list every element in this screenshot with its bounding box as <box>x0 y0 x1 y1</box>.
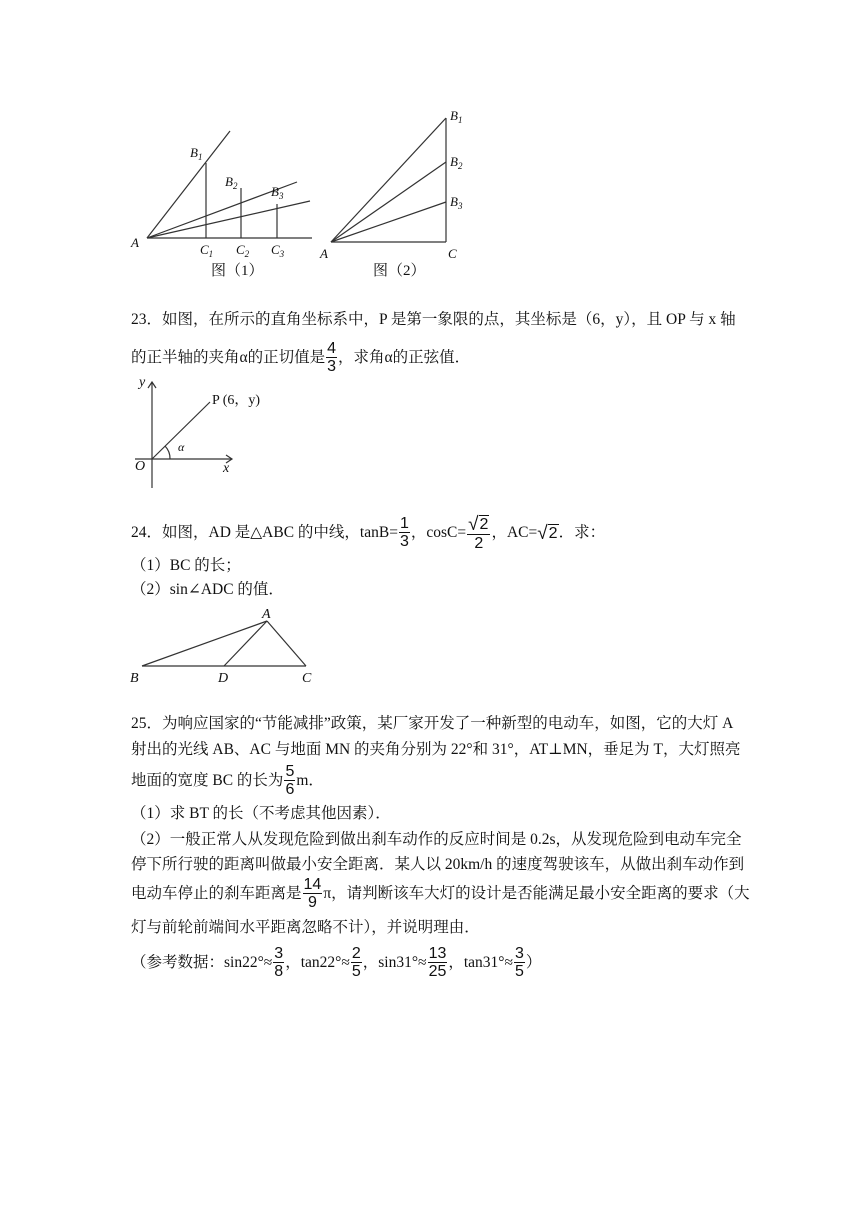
svg-text:C: C <box>448 246 457 261</box>
q25-line-1: 25．为响应国家的“节能减排”政策，某厂家开发了一种新型的电动车，如图，它的大灯 A <box>131 715 734 732</box>
q24-cosc-fraction: √ 2 2 <box>468 513 489 552</box>
q24-text-b: ，cosC= <box>410 524 467 541</box>
svg-text:C3: $C_3$ <box>271 242 285 259</box>
ref-text-c: ，sin31°≈ <box>362 954 427 971</box>
q24-part-2: （2）sin∠ADC 的值． <box>131 581 284 598</box>
q25-line-3 <box>131 762 324 800</box>
svg-text:α: α <box>178 440 185 454</box>
q25-part-2a: （2）一般正常人从发现危险到做出刹车动作的反应时间是 0.2s，从发现危险到电动车完全 <box>131 831 742 848</box>
q25-line-2: 射出的光线 AB、AC 与地面 MN 的夹角分别为 22°和 31°，AT⊥MN，垂足为 T，大灯照亮 <box>131 741 741 758</box>
q25-text-b: m． <box>296 772 324 789</box>
q23-line-1: 23．如图，在所示的直角坐标系中，P 是第一象限的点，其坐标是（6，y），且 OP 与 x 轴 <box>131 311 736 328</box>
ref-text-a: （参考数据：sin22°≈ <box>131 954 273 971</box>
q25-part-1: （1）求 BT 的长（不考虑其他因素）． <box>131 805 391 822</box>
ref-text-b: ，tan22°≈ <box>285 954 350 971</box>
q23-fraction: $\frac{4}{3}$ <box>327 340 337 375</box>
svg-text:B2: $B_2$ <box>225 174 238 191</box>
q24-text-d: ．求： <box>558 524 606 541</box>
ref-sin22-fraction: $\frac{3}{8}$ <box>274 945 284 980</box>
q25-text-d: π，请判断该车大灯的设计是否能满足最小安全距离的要求（大 <box>323 885 750 902</box>
ref-text-d: ，tan31°≈ <box>448 954 514 971</box>
svg-text:B1: $B_1$ <box>190 145 203 162</box>
ref-tan31-fraction: $\frac{3}{5}$ <box>515 945 524 980</box>
svg-text:A: A <box>320 246 328 261</box>
svg-text:图（2）: 图（2） <box>373 263 426 279</box>
svg-text:B: B <box>130 671 139 686</box>
svg-text:y: y <box>139 375 146 390</box>
svg-text:图（1）: 图（1） <box>211 263 264 279</box>
q24-text-a: 24．如图，AD 是△ABC 的中线，tanB= <box>131 524 398 541</box>
q23-figure <box>120 370 320 495</box>
q24-text-c: ，AC= <box>491 524 538 541</box>
ref-tan22-fraction: $\frac{2}{5}$ <box>351 945 361 980</box>
q25-bc-fraction: $\frac{5}{6}$ <box>285 763 295 798</box>
q25-part-2b: 停下所行驶的距离叫做最小安全距离．某人以 20km/h 的速度驾驶该车，从做出刹车动作到 <box>131 856 745 873</box>
svg-text:D: D <box>218 671 229 686</box>
svg-text:B3: $B_3$ <box>271 184 284 201</box>
q25-reference-data <box>131 942 541 984</box>
svg-text:P (6，y): P (6，y) <box>212 393 261 408</box>
q24-tanb-fraction: $\frac{1}{3}$ <box>399 515 409 550</box>
svg-text:A: A <box>131 235 139 250</box>
q25-text-c: 电动车停止的刹车距离是 <box>131 885 302 902</box>
svg-text:O: O <box>135 459 146 474</box>
svg-text:C1: $C_1$ <box>200 242 214 259</box>
q24-ac-root: √ 2 <box>537 522 558 544</box>
svg-text:A: A <box>262 607 271 622</box>
q23-text-b: ，求角α的正弦值． <box>338 349 471 366</box>
q24-figure <box>120 600 340 690</box>
svg-text:B1: $B_1$ <box>450 108 463 125</box>
q24-line-1 <box>131 514 605 552</box>
ref-sin31-fraction: $\frac{13}{25}$ <box>428 945 447 980</box>
q24-part-1: （1）BC 的长； <box>131 557 241 574</box>
ref-text-e: ） <box>525 954 542 971</box>
figure-2 <box>0 0 860 290</box>
q25-part-2c <box>131 874 750 914</box>
svg-text:B3: $B_3$ <box>450 194 463 211</box>
svg-text:C2: $C_2$ <box>236 242 250 259</box>
q25-part-2d: 灯与前轮前端间水平距离忽略不计），并说明理由． <box>131 919 480 936</box>
q25-brake-fraction: $\frac{14}{9}$ <box>303 876 322 911</box>
q25-text-a: 地面的宽度 BC 的长为 <box>131 772 284 789</box>
svg-text:x: x <box>223 461 230 476</box>
svg-text:C: C <box>302 671 312 686</box>
svg-text:B2: $B_2$ <box>450 154 463 171</box>
q23-text-a: 的正半轴的夹角α的正切值是 <box>131 349 326 366</box>
